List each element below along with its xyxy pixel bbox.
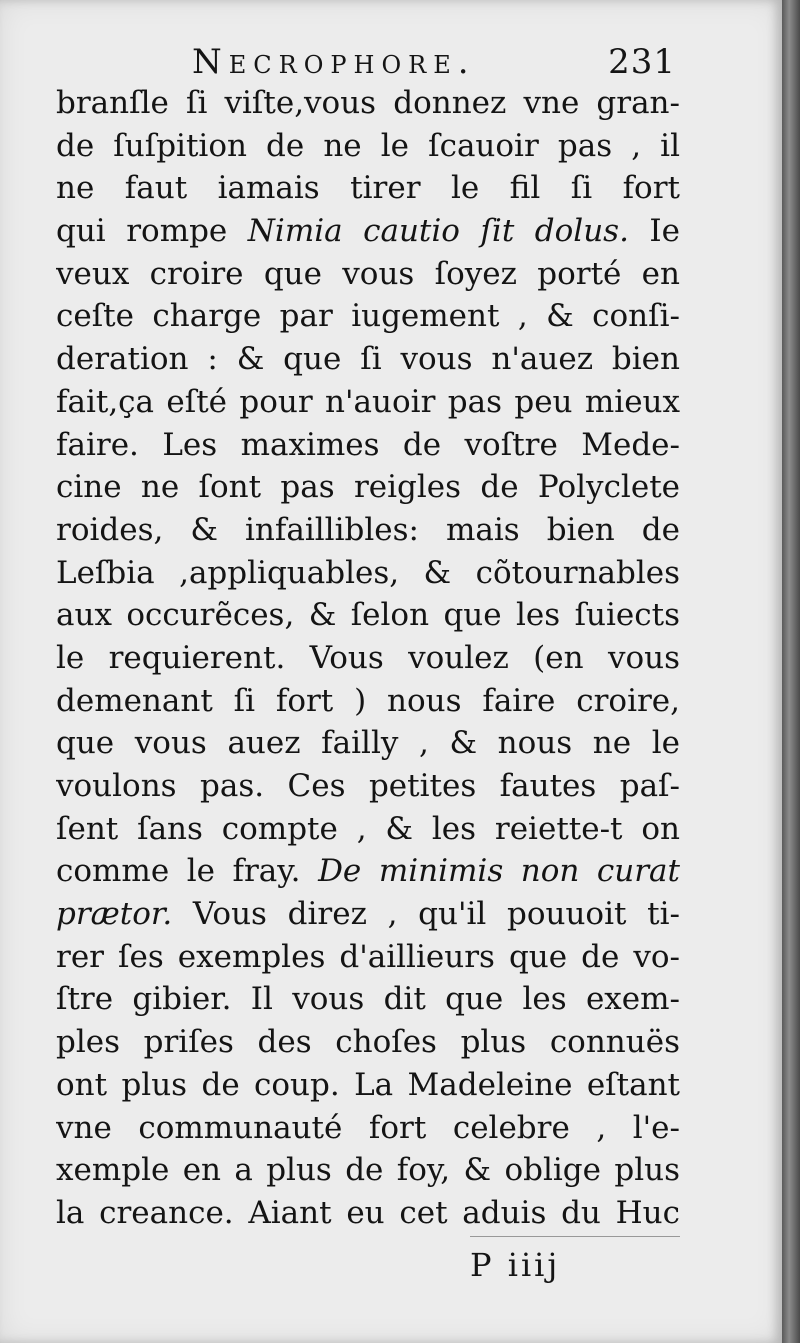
text-line [56,295,680,338]
text-run: deration : & que ſi vous n'auez bien [56,341,680,378]
signature-mark: P iiij [470,1246,561,1284]
page-edge-shadow [782,0,800,1343]
text-line [56,765,680,808]
text-run: cine ne ſont pas reigles de Polyclete [56,469,680,506]
text-run: de ſuſpition de ne le ſcauoir pas , il [56,127,680,164]
text-run: rer ſes exemples d'aillieurs que de vo- [56,938,680,975]
text-line [56,936,680,979]
text-run: fait,ça eſté pour n'auoir pas peu mieux [56,383,680,420]
text-line [56,167,680,210]
text-run: veux croire que vous ſoyez porté en [56,255,680,292]
text-run: ont plus de coup. La Madeleine eſtant [56,1066,680,1103]
page-header [60,38,700,88]
text-run: aux occurẽces, & ſelon que les ſuiects [56,597,680,634]
text-line [56,1021,680,1064]
text-run: branſle ſi viſte,vous donnez vne gran- [56,85,680,121]
running-title: Necrophore. [192,42,476,82]
text-line [56,850,680,893]
text-run: Vous direz , qu'il pouuoit ti- [172,896,680,933]
text-line [56,125,680,168]
text-line [56,637,680,680]
text-run: ſent ſans compte , & les reiette-t on [56,810,680,847]
text-line [56,1107,680,1150]
text-run: qui rompe [56,213,248,250]
text-line [56,424,680,467]
text-line [56,1149,680,1192]
text-run: demenant ſi fort ) nous faire croire, [56,682,680,719]
text-run: ne faut iamais tirer le fil ſi fort [56,170,680,207]
text-line [56,82,680,125]
text-run: xemple en a plus de foy, & oblige plus [56,1152,680,1189]
text-line [56,893,680,936]
text-line [56,466,680,509]
text-run: ſtre gibier. Il vous dit que les exem- [56,981,680,1018]
text-line [56,594,680,637]
text-line [56,509,680,552]
italic-quote: De minimis non curat [318,853,680,890]
text-run: comme le fray. [56,853,319,890]
text-line [56,1064,680,1107]
text-line [56,808,680,851]
text-line [56,338,680,381]
text-line [56,210,680,253]
text-line [56,680,680,723]
text-line [56,1192,680,1235]
text-run: vne communauté fort celebre , l'e- [56,1109,680,1146]
text-line [56,381,680,424]
text-line [56,552,680,595]
text-run: le requierent. Vous voulez (en vous [56,639,680,676]
text-line [56,253,680,296]
text-run: Leſbia ,appliquables, & cõtournables [56,554,680,591]
text-run: voulons pas. Ces petites fautes paſ- [56,768,680,804]
body-text [56,82,680,1235]
text-line [56,722,680,765]
text-run: que vous auez failly , & nous ne le [56,725,680,762]
italic-quote: prætor. [56,896,173,933]
text-run: ceſte charge par iugement , & conſi- [56,298,680,335]
text-run: ples priſes des choſes plus connuës [56,1024,680,1061]
footer-rule [470,1236,680,1237]
text-run: roides, & infaillibles: mais bien de [56,511,680,548]
text-run: Ie [628,213,680,250]
text-run: la creance. Aiant eu cet aduis du Huc [56,1194,680,1231]
text-run: faire. Les maximes de voſtre Mede- [56,426,680,463]
italic-quote: Nimia cautio ſit dolus. [247,213,629,250]
text-line [56,978,680,1021]
page-number: 231 [608,42,676,82]
